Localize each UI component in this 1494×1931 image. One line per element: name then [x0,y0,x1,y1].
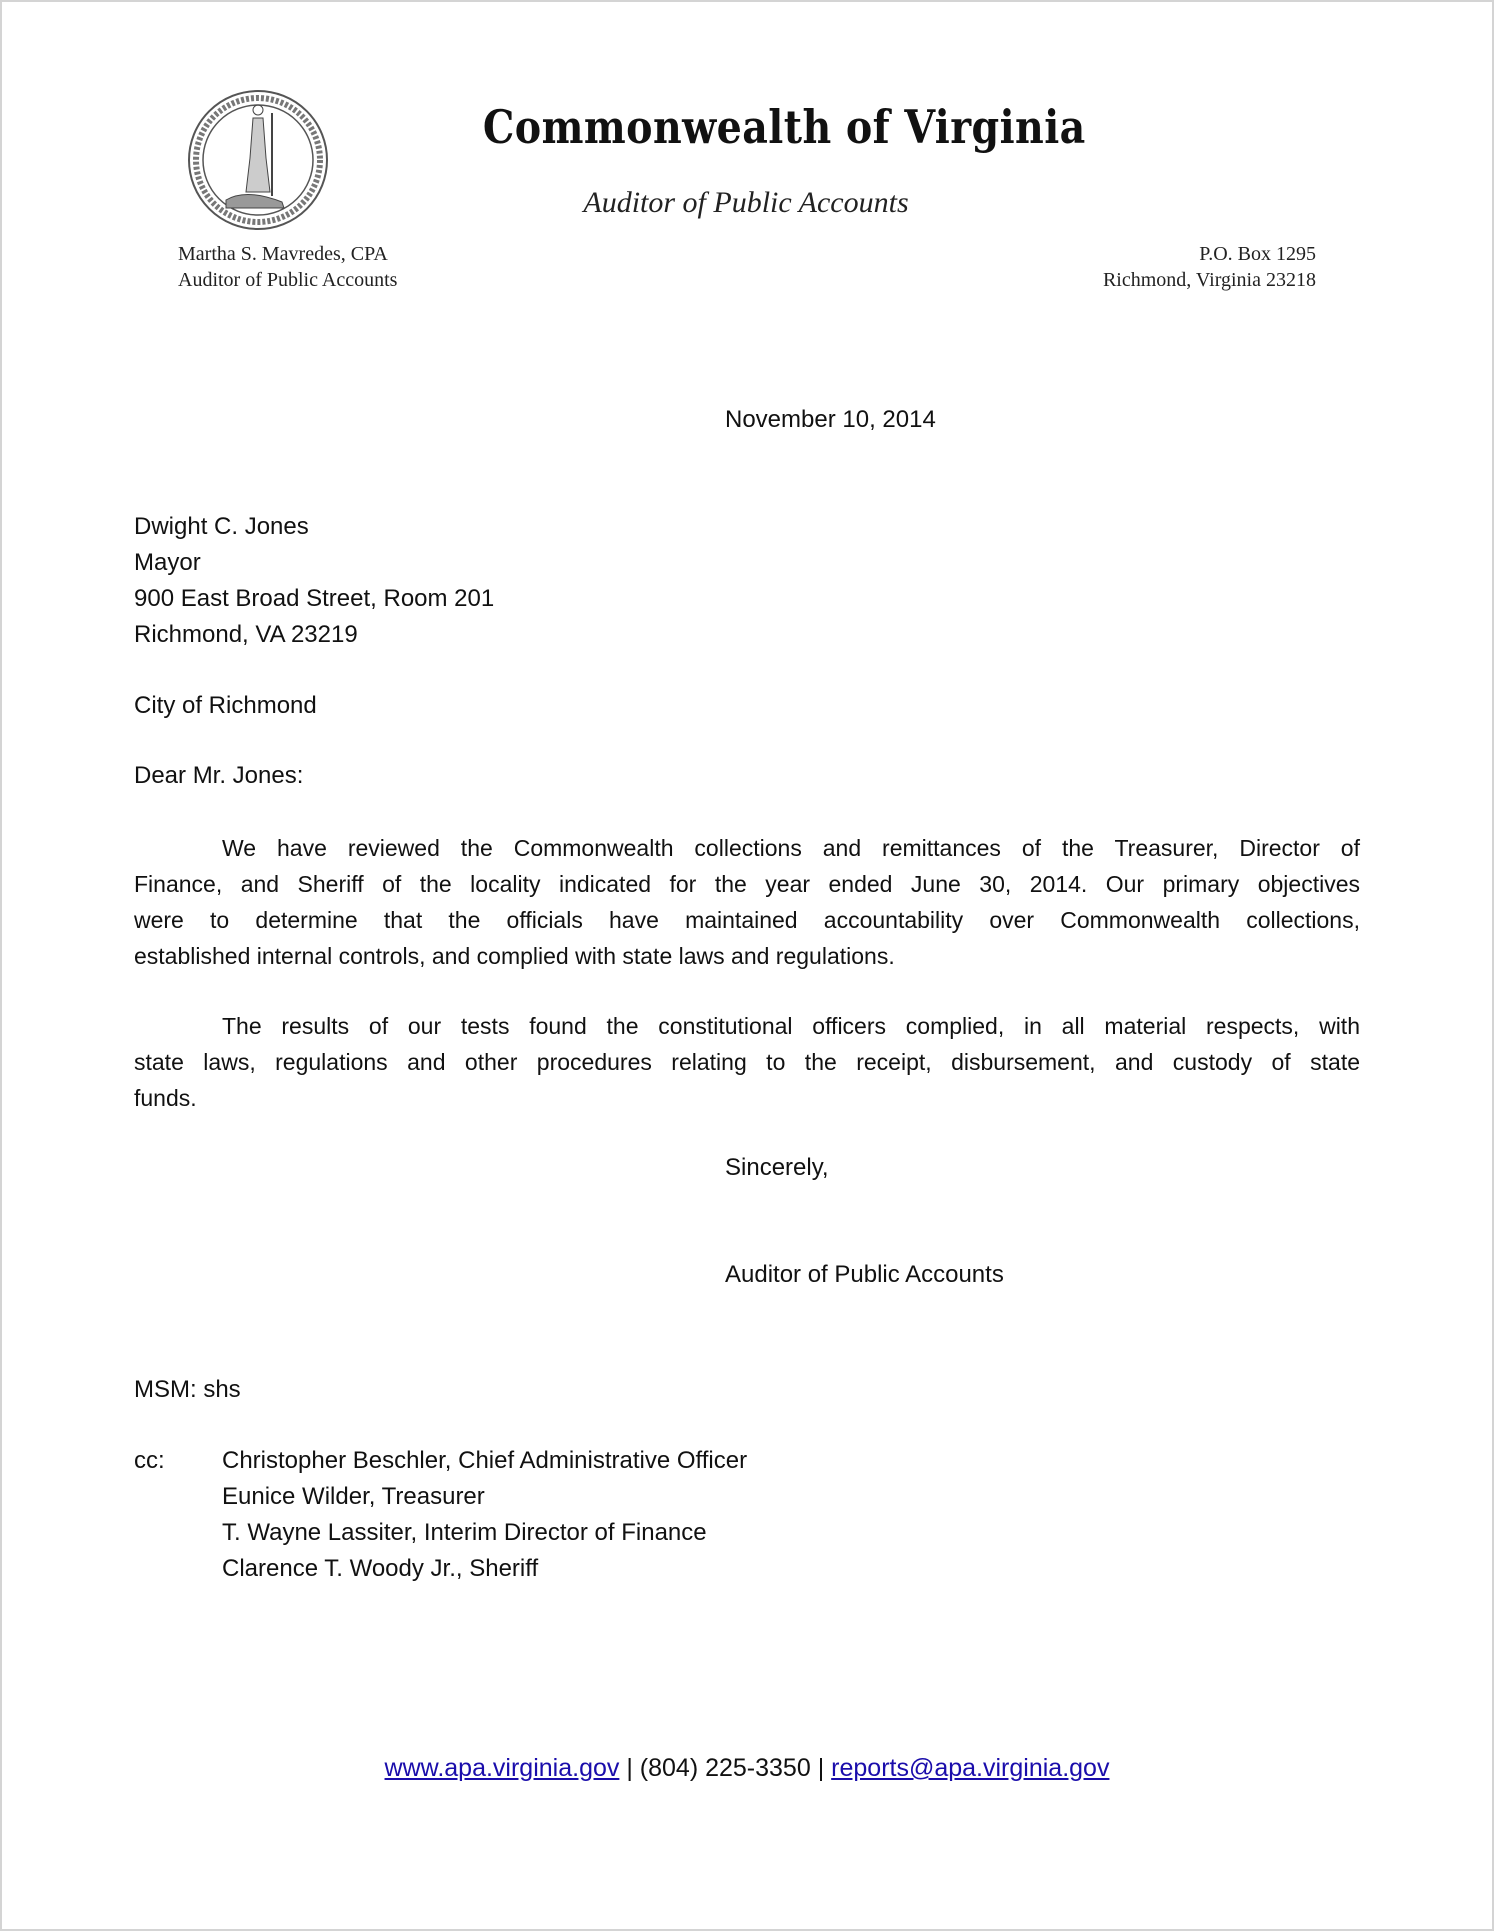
signature-block: Auditor of Public Accounts [725,1261,1004,1288]
recipient-street: 900 East Broad Street, Room 201 [134,585,495,612]
paragraph-line: funds. [134,1085,197,1111]
cc-item: Christopher Beschler, Chief Administrative Officer [222,1447,748,1474]
phone-number: (804) 225-3350 [639,1754,811,1782]
recipient-title: Mayor [134,549,201,576]
cc-item: Clarence T. Woody Jr., Sheriff [222,1555,539,1582]
separator: | [817,1754,825,1782]
salutation: Dear Mr. Jones: [134,762,304,789]
paragraph-line: We have reviewed the Commonwealth collections and remittances of the Treasurer, Director of [222,835,1360,861]
paragraph-line: established internal controls, and complied with state laws and regulations. [134,943,895,969]
paragraph-line: The results of our tests found the constitutional officers complied, in all material respects, with [222,1013,1360,1039]
mailing-address [1103,241,1316,293]
letterhead-subtitle: Auditor of Public Accounts [583,186,909,219]
separator: | [626,1754,633,1782]
city-state-zip: Richmond, Virginia 23218 [1102,269,1316,291]
cc-item: Eunice Wilder, Treasurer [222,1483,485,1510]
paragraph-line: were to determine that the officials have maintained accountability over Commonwealth collections, [134,907,1360,933]
email-link[interactable]: reports@apa.virginia.gov [831,1754,1110,1782]
po-box: P.O. Box 1295 [1199,243,1316,265]
letterhead-title: Commonwealth of Virginia [482,100,1086,154]
recipient-address [134,509,494,653]
initials: MSM: shs [134,1376,241,1403]
footer [0,1754,1494,1783]
recipient-name: Dwight C. Jones [134,513,309,540]
closing: Sincerely, [725,1154,829,1181]
auditor-name: Martha S. Mavredes, CPA [178,243,388,265]
recipient-city: Richmond, VA 23219 [134,621,358,648]
virginia-seal-icon [186,88,330,232]
body-paragraph-2 [134,1008,1360,1116]
body-paragraph-1 [134,830,1360,974]
website-link[interactable]: www.apa.virginia.gov [384,1754,620,1782]
paragraph-line: state laws, regulations and other procedures relating to the receipt, disbursement, and custody of state [134,1049,1360,1075]
cc-label: cc: [134,1447,165,1474]
auditor-title: Auditor of Public Accounts [178,269,398,291]
locality: City of Richmond [134,692,317,719]
cc-item: T. Wayne Lassiter, Interim Director of Finance [222,1519,707,1546]
auditor-name-block [178,241,397,293]
cc-list [222,1443,747,1587]
paragraph-line: Finance, and Sheriff of the locality indicated for the year ended June 30, 2014. Our primary objectives [134,871,1360,897]
letter-date: November 10, 2014 [725,406,936,433]
